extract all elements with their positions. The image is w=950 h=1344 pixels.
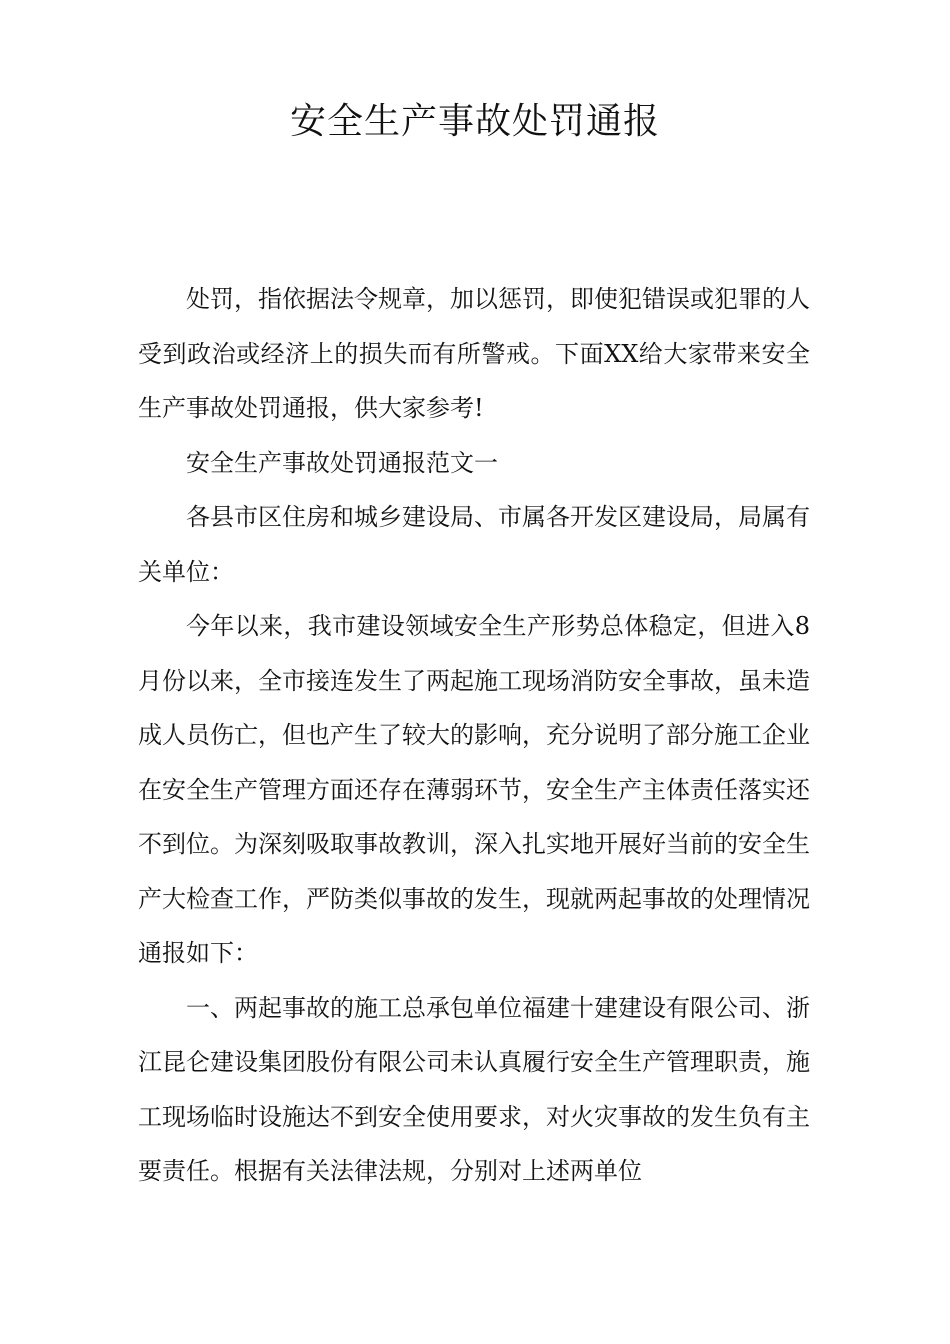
paragraph-item-one: 一、两起事故的施工总承包单位福建十建建设有限公司、浙江昆仑建设集团股份有限公司未认真履行安全生产管理职责，施工现场临时设施达不到安全使用要求，对火灾事故的发生负有主要责任。根据有关法律法规，分别对上述两单位 — [138, 993, 810, 1185]
paragraph-addressee: 各县市区住房和城乡建设局、市属各开发区建设局，局属有关单位： — [138, 503, 810, 586]
paragraph-intro: 处罚，指依据法令规章，加以惩罚，即使犯错误或犯罪的人受到政治或经济上的损失而有所警戒。下面XX给大家带来安全生产事故处罚通报，供大家参考! — [138, 285, 810, 422]
paragraph-situation: 今年以来，我市建设领域安全生产形势总体稳定，但进入8月份以来，全市接连发生了两起施工现场消防安全事故，虽未造成人员伤亡，但也产生了较大的影响，充分说明了部分施工企业在安全生产管理方面还存在薄弱环节，安全生产主体责任落实还不到位。为深刻吸取事故教训，深入扎实地开展好当前的安全生产大检查工作，严防类似事故的发生，现就两起事故的处理情况通报如下： — [138, 612, 810, 967]
document-body — [138, 272, 810, 1199]
document-title: 安全生产事故处罚通报 — [289, 101, 660, 142]
paragraph-sample-heading: 安全生产事故处罚通报范文一 — [186, 448, 498, 477]
